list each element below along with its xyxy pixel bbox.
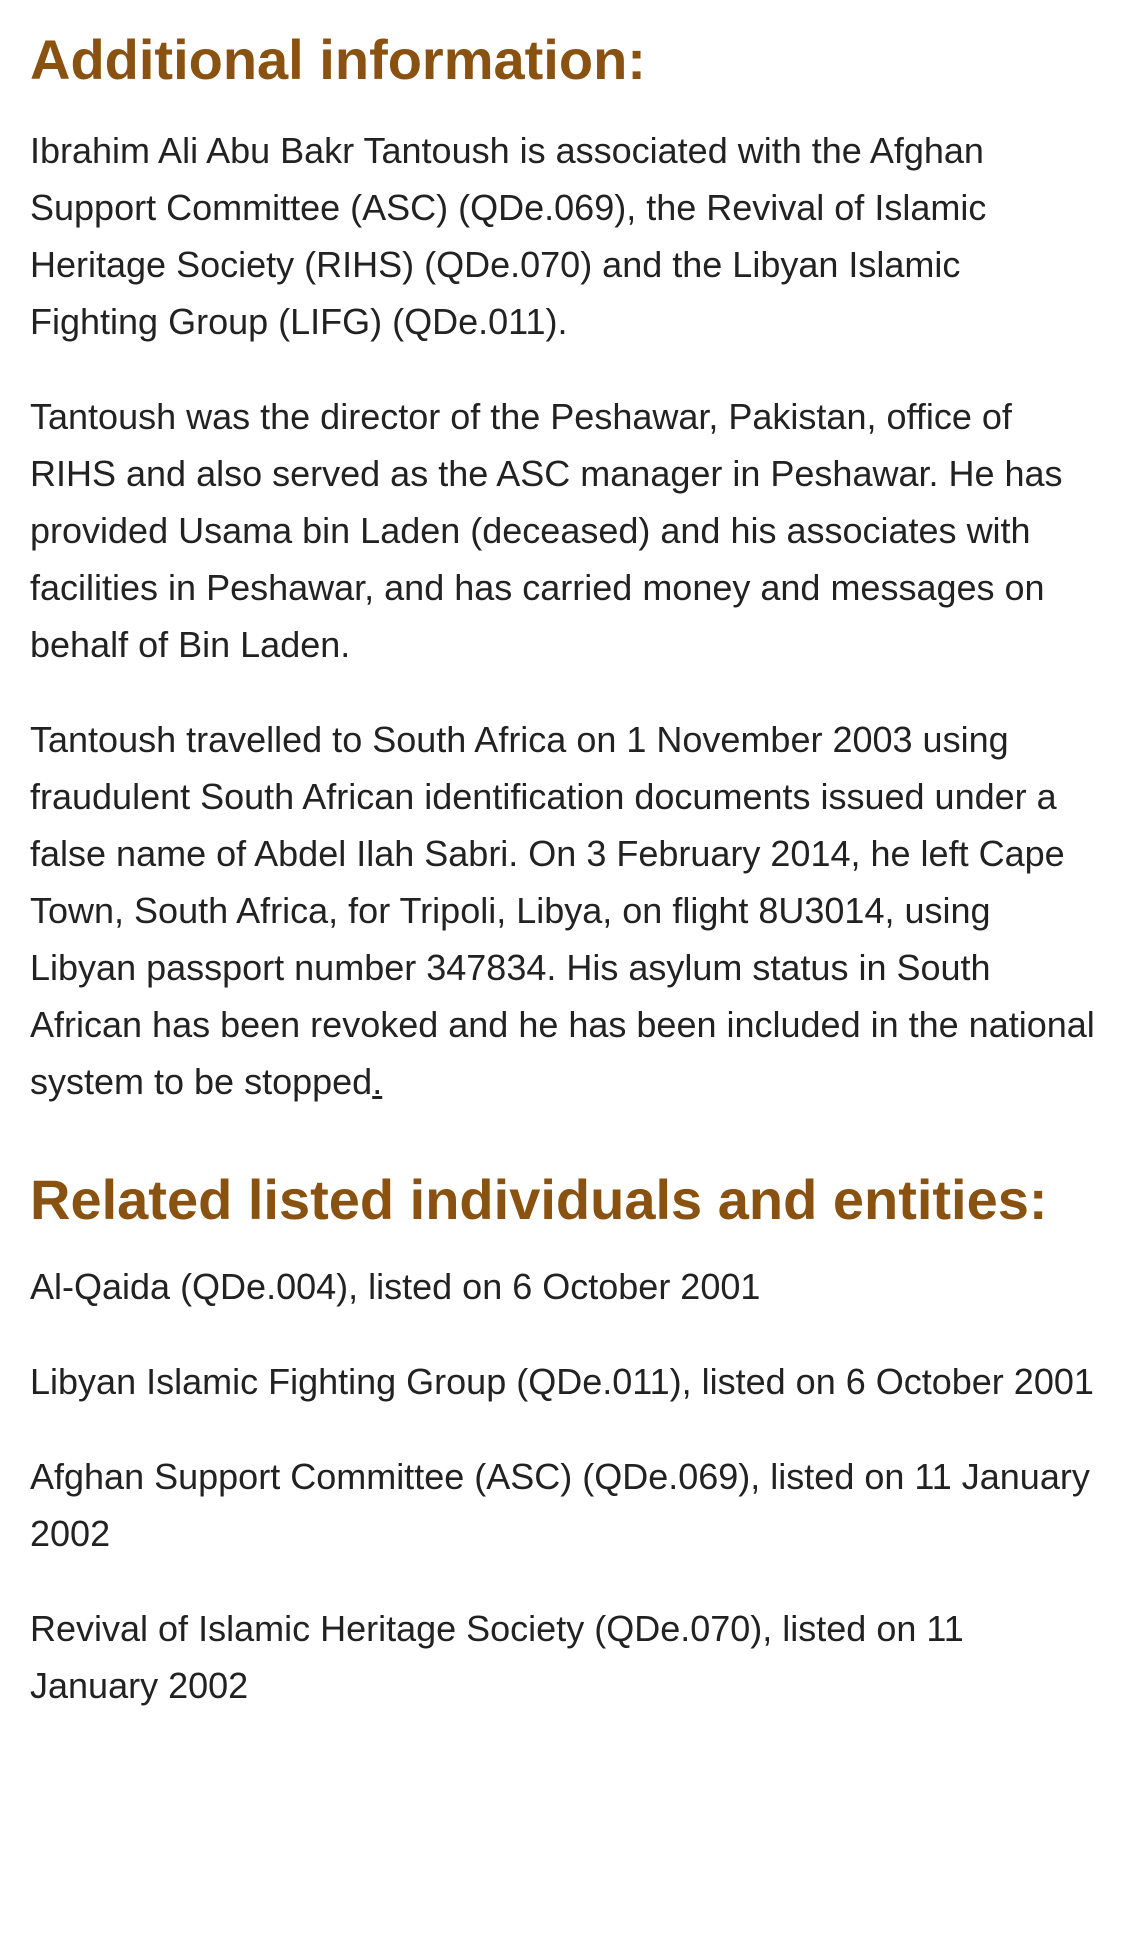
related-listed-section (30, 1162, 1095, 1714)
trailing-period-link[interactable]: . (372, 1061, 383, 1102)
related-item: Libyan Islamic Fighting Group (QDe.011), listed on 6 October 2001 (30, 1361, 1094, 1402)
related-listed-heading: Related listed individuals and entities: (30, 1168, 1048, 1231)
additional-info-paragraph: Ibrahim Ali Abu Bakr Tantoush is associated with the Afghan Support Committee (ASC) (QDe.069), the Revival of Islamic Heritage Society (RIHS) (QDe.070) and the Libyan Islamic Fighting Group (LIFG) (QDe.011). (30, 130, 987, 342)
related-item: Al-Qaida (QDe.004), listed on 6 October 2001 (30, 1266, 761, 1307)
additional-info-paragraph: Tantoush was the director of the Peshawar, Pakistan, office of RIHS and also served as the ASC manager in Peshawar. He has provided Usama bin Laden (deceased) and his associates with facilities in Peshawar, and has carried money and messages on behalf of Bin Laden. (30, 396, 1063, 665)
related-item: Revival of Islamic Heritage Society (QDe.070), listed on 11 January 2002 (30, 1608, 964, 1706)
related-item: Afghan Support Committee (ASC) (QDe.069), listed on 11 January 2002 (30, 1456, 1090, 1554)
additional-information-section (30, 22, 1095, 1110)
additional-information-heading: Additional information: (30, 28, 646, 91)
additional-info-paragraph (30, 711, 1095, 1110)
additional-info-paragraph-text: Tantoush travelled to South Africa on 1 November 2003 using fraudulent South African identification documents issued under a false name of Abdel Ilah Sabri. On 3 February 2014, he left Cape Town, South Africa, for Tripoli, Libya, on flight 8U3014, using Libyan passport number 347834. His asylum status in South African has been revoked and he has been included in the national system to be stopped (30, 719, 1095, 1102)
